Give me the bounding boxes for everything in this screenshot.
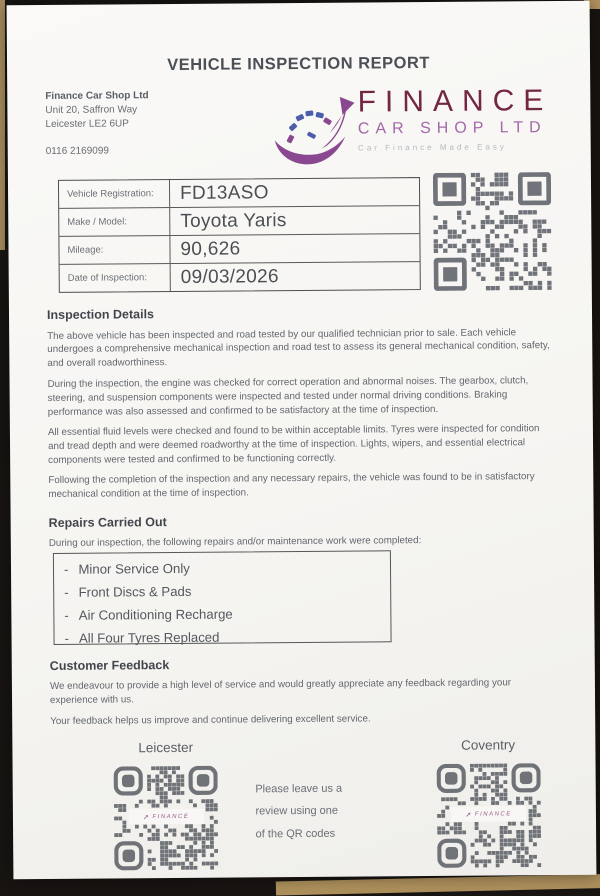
inspection-date-value: 09/03/2026 xyxy=(180,265,279,288)
company-address-block xyxy=(45,89,149,168)
qr-note-line: Please leave us a xyxy=(255,782,343,796)
coventry-qr-column xyxy=(419,736,559,868)
company-logo xyxy=(270,86,553,166)
repair-item xyxy=(64,578,380,603)
repairs-intro: During our inspection, the following repairs and/or maintenance work were completed: xyxy=(48,535,422,549)
make-model-value: Toyota Yaris xyxy=(180,209,287,232)
vehicle-registration-value: FD13ASO xyxy=(179,181,269,204)
document-page xyxy=(7,1,597,880)
feedback-paragraph: We endeavour to provide a high level of service and would greatly appreciate any feedback regarding your experience with us. xyxy=(49,677,512,707)
company-address-line2: Leicester LE2 6UP xyxy=(45,118,129,131)
qr-note-line: review using one xyxy=(255,804,339,818)
qr-note-line: of the QR codes xyxy=(255,827,336,841)
repair-item xyxy=(64,601,380,626)
company-name: Finance Car Shop Ltd xyxy=(45,90,149,103)
page-title: VEHICLE INSPECTION REPORT xyxy=(167,53,431,75)
feedback-paragraph: Your feedback helps us improve and continue delivering excellent service. xyxy=(50,713,371,727)
vehicle-summary-row xyxy=(46,176,554,294)
customer-feedback-heading: Customer Feedback xyxy=(49,658,170,673)
row-label: Make / Model: xyxy=(59,208,170,236)
bullet-dash: - xyxy=(64,630,70,646)
logo-line1: FINANCE xyxy=(357,84,553,119)
logo-tagline: Car Finance Made Easy xyxy=(357,142,507,153)
leicester-qr-column xyxy=(96,738,236,870)
qr-instruction-note xyxy=(235,737,386,869)
repair-item-text: All Four Tyres Replaced xyxy=(78,629,220,646)
repair-item-text: Minor Service Only xyxy=(78,560,190,577)
table-row xyxy=(60,262,420,292)
repair-item xyxy=(64,555,380,580)
company-phone: 0116 2169099 xyxy=(45,145,109,157)
table-row xyxy=(59,206,419,237)
inspection-details-heading: Inspection Details xyxy=(46,307,155,322)
row-label: Date of Inspection: xyxy=(60,264,171,292)
location-label-leicester: Leicester xyxy=(138,739,194,755)
qr-center-logo: ➚ FINANCE xyxy=(129,809,204,824)
table-edge-sliver-bottom-right xyxy=(276,874,600,895)
repairs-list-box xyxy=(53,550,392,645)
inspection-paragraph: All essential fluid levels were checked and found to be within acceptable limits. Tyres were inspected for condition and tread depth and were deemed roadworthy at the time of inspection. Lights, wipers, and essential electrical components were tested and confirmed to be functioning correctly. xyxy=(47,423,540,466)
row-label: Mileage: xyxy=(59,236,170,264)
speedometer-arrow-icon xyxy=(270,92,357,167)
logo-line2: CAR SHOP LTD xyxy=(357,119,547,138)
repairs-heading: Repairs Carried Out xyxy=(48,515,167,530)
row-label: Vehicle Registration: xyxy=(59,180,170,208)
qr-code-icon xyxy=(433,172,552,291)
inspection-paragraph: The above vehicle has been inspected and road tested by our qualified technician prior to sale. Each vehicle undergoes a comprehensive mechanical inspection and road test to assess its general mechanical condition, safety, and overall roadworthiness. xyxy=(47,326,550,370)
location-label-coventry: Coventry xyxy=(461,737,516,753)
logo-wordmark xyxy=(358,86,553,154)
company-address-line1: Unit 20, Saffron Way xyxy=(45,104,138,117)
repair-item-text: Front Discs & Pads xyxy=(78,583,192,600)
bullet-dash: - xyxy=(64,584,69,600)
inspection-paragraph: Following the completion of the inspection and any necessary repairs, the vehicle was found to be in satisfactory mechanical condition at the time of inspection. xyxy=(48,471,535,501)
bullet-dash: - xyxy=(64,607,69,623)
review-qr-section xyxy=(50,736,558,871)
qr-code-leicester-icon xyxy=(114,765,219,870)
repair-item-text: Air Conditioning Recharge xyxy=(78,606,233,623)
table-row xyxy=(59,178,419,209)
repair-item xyxy=(64,624,380,649)
inspection-paragraph: During the inspection, the engine was checked for correct operation and abnormal noises. The gearbox, clutch, steering, and suspension components were inspected and tested under normal driving conditions. Braking performance was also assessed and confirmed to be satisfactory at the time of inspection. xyxy=(47,374,529,418)
bullet-dash: - xyxy=(63,561,69,577)
vehicle-details-table xyxy=(58,177,421,293)
qr-code-coventry-icon xyxy=(436,763,541,868)
table-row xyxy=(59,234,419,265)
document-header xyxy=(45,86,553,168)
qr-center-logo: ➚ FINANCE xyxy=(451,807,526,822)
mileage-value: 90,626 xyxy=(180,237,241,260)
table-edge-sliver-left xyxy=(0,0,5,250)
